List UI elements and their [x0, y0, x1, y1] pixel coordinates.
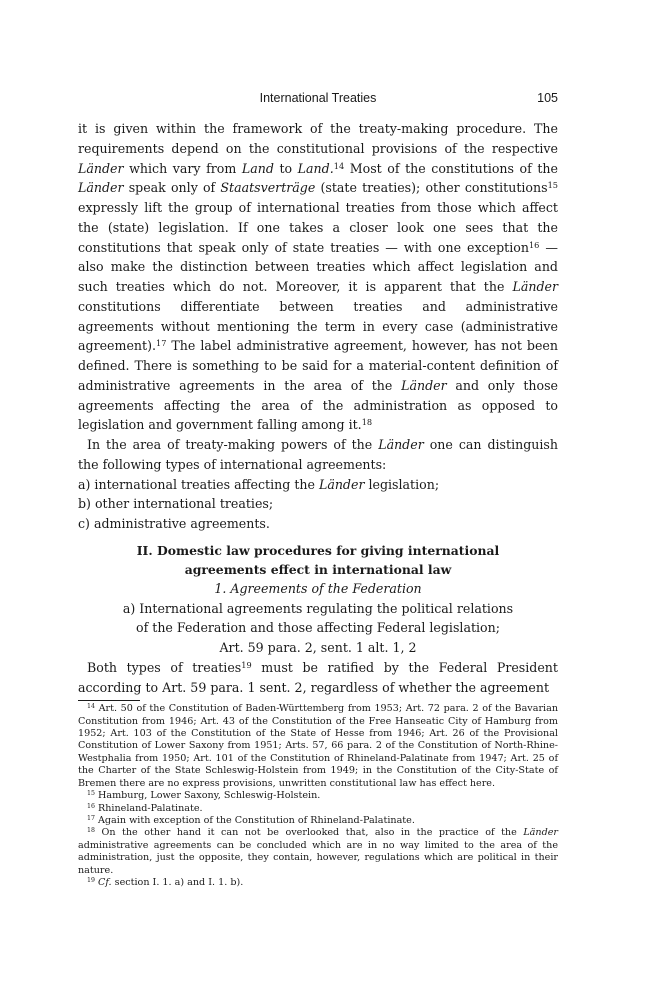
section-heading: II. Domestic law procedures for giving international agreements effect in international law	[136, 542, 500, 577]
paragraph-2: In the area of treaty-making powers of the Länder one can distinguish the following types of international agreements:	[78, 437, 558, 472]
page-number: 105	[537, 91, 558, 105]
footnote-16: $^{16}$ Rhineland-Palatinate.	[87, 802, 203, 814]
footnote-15: $^{15}$ Hamburg, Lower Saxony, Schleswig-Holstein.	[87, 789, 321, 802]
footnote-ref-19: 19	[241, 659, 252, 670]
footnotes	[78, 703, 558, 889]
footnote-ref-16: 16	[528, 239, 540, 250]
subsubsection-heading: a) International agreements regulating the political relations of the Federation and those affecting Federal legislation; Art. 59 para. 2, sent. 1 alt. 1, 2	[122, 600, 514, 655]
body-text	[78, 119, 558, 889]
footnote-ref-15: 15	[547, 180, 558, 191]
subsection-heading: 1. Agreements of the Federation	[214, 580, 422, 596]
list-item-a: a) international treaties affecting the Länder legislation;	[78, 476, 440, 492]
list-item-b: b) other international treaties;	[78, 496, 274, 512]
agreement-types-list	[78, 475, 558, 534]
footnote-14: $^{14}$ Art. 50 of the Constitution of Baden-Württemberg from 1953; Art. 72 para. 2 of the Bavarian Constitution from 1946; Art. 43 of the Constitution of the Free Hanseatic City of Hamburg from 1952; Art. 103 of the Constitution of the State of Hesse from 1946; Art. 26 of the Provisional Constitution of Lower Saxony from 1951; Arts. 57, 66 para. 2 of the Constitution of North-Rhine-Westphalia from 1950; Art. 101 of the Constitution of Rhineland-Palatinate from 1947; Art. 25 of the Charter of the State Schleswig-Holstein from 1949; in the Constitution of the City-State of Bremen there are no express provisions, unwritten constitutional law has effect here.	[78, 703, 558, 789]
running-title: International Treaties	[259, 91, 377, 105]
paragraph-1: it is given within the framework of the treaty-making procedure. The requirements depend on the constitutional provisions of the respective Länder which vary from Land to Land.$^{14}$ Most of the constitutions of the Länder speak only of Staatsverträge (state treaties); other constitutions$^{15}$ expressly lift the group of international treaties from those which affect the (state) legislation. If one takes a closer look one sees that the constitutions that speak only of state treaties — with one exception$^{16}$ — also make the distinction between treaties which affect legislation and such treaties which do not. Moreover, it is apparent that the Länder constitutions differentiate between treaties and administrative agreements without mentioning the term in every case (administrative agreement).$^{17}$ The label administrative agreement, however, has not been defined. There is something to be said for a material-content definition of administrative agreements in the area of the Länder and only those agreements affecting the area of the administration as opposed to legislation and government falling among it.$^{18}$	[78, 121, 558, 433]
footnote-18: $^{18}$ On the other hand it can not be overlooked that, also in the practice of the Länder administrative agreements can be concluded which are in no way limited to the area of the administration, just the opposite, they contain, however, regulations which are political in their nature.	[78, 827, 558, 876]
footnote-19: $^{19}$ Cf. section I. 1. a) and I. 1. b).	[87, 876, 244, 888]
running-header	[78, 91, 558, 109]
footnote-divider	[78, 700, 140, 701]
footnote-17: $^{17}$ Again with exception of the Constitution of Rhineland-Palatinate.	[87, 814, 415, 826]
footnote-ref-17: 17	[155, 338, 167, 349]
footnote-ref-18: 18	[361, 417, 373, 428]
paragraph-3: Both types of treaties$^{19}$ must be ratified by the Federal President according to Art. 59 para. 1 sent. 2, regardless of whether the agreement	[78, 659, 558, 695]
list-item-c: c) administrative agreements.	[78, 516, 270, 531]
footnote-ref-14: 14	[333, 160, 345, 171]
